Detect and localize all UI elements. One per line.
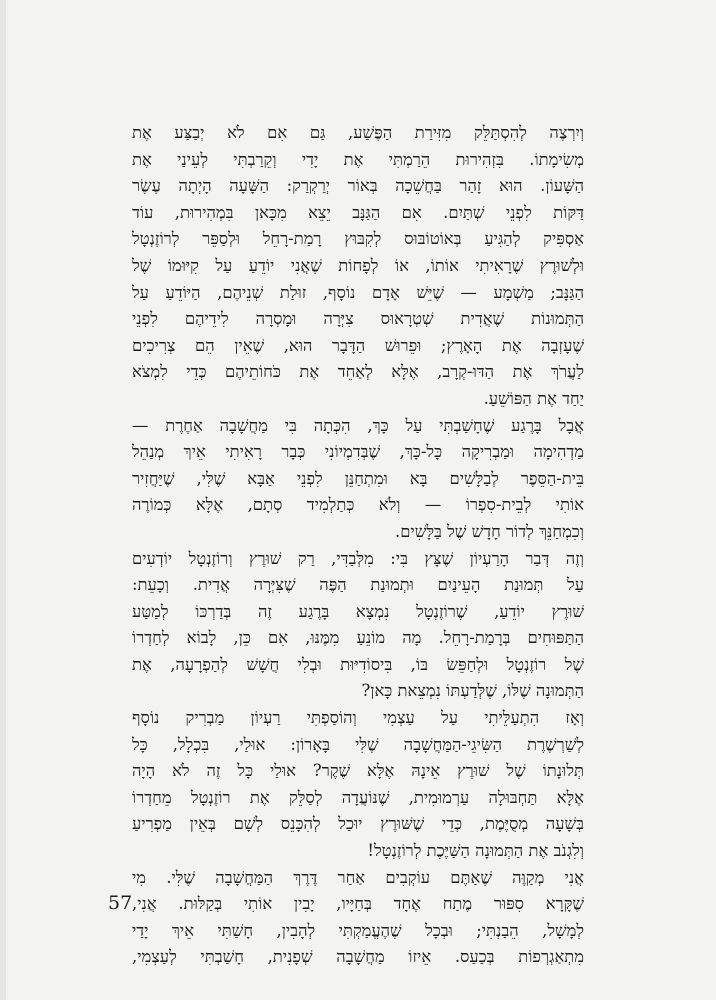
page-edge xyxy=(0,0,6,1000)
text-line: אֲבָל בָּרֶגַע שֶׁחָשַׁבְתִּי עַל כָּךְ, הִכְּתָה בִּי מַחֲשָׁבָה אַחֶרֶת — xyxy=(132,415,584,435)
text-line: שֶׁעָזְבָה אֶת הָאָרֶץ; וּפֵרוּשׁ הַדָּבָר הוּא, שֶׁאֵין הֵם צְרִיכִים xyxy=(132,335,584,355)
text-line: לַעֲרֹךְ אֶת הַדּוּ-קְרָב, אֶלָּא לְאַחֵד אֶת כֹּחוֹתֵיהֶם כְּדֵי לִמְצֹא xyxy=(132,362,584,382)
paragraph-2 xyxy=(132,413,584,546)
text-line: מִתְאַגְרְפוֹת בְּכַעַס. אֵיזוֹ מַחֲשָׁבָה שְׁפָנִית, חָשַׁבְתִּי לְעַצְמִי, xyxy=(132,947,584,967)
text-line: מַדְהִימָה וּמַבְרִיקָה כָּל-כָּךְ, שֶׁבְּדִמְיוֹנִי כְּבָר רָאִיתִי אֵיךְ מְנַהֵל xyxy=(132,442,584,462)
text-line: וְאָז הִתְעַלֵּיתִי עַל עַצְמִי וְהוֹסַפְתִּי רַעְיוֹן מַבְרִיק נוֹסָף xyxy=(132,708,584,728)
text-line: יַחַד אֶת הַפּוֹשֵׁעַ. xyxy=(483,388,584,408)
paragraph-5 xyxy=(132,865,584,971)
text-line: בֵּית-הַסֵּפֶר לְבַלָּשִׁים בָּא וּמִתְחַנֵּן לִפְנֵי אַבָּא שֶׁלִּי, שֶׁיַּחֲזִיר xyxy=(132,468,584,488)
text-line: מְשִׂימָתוֹ. בִּזְהִירוּת הֵרַמְתִּי אֶת יָדִי וְקֵרַבְתִּי לְעֵינַי אֶת xyxy=(132,149,584,169)
text-line: לְמָשָׁל, הֵבַנְתִּי; וּבְכָל שֶׁהֶעֱמַקְתִּי לְהָבִין, חָשַׁתִּי אֵיךְ יָדַי xyxy=(132,920,584,940)
paragraph-3 xyxy=(132,546,584,706)
text-line: הַשָּׁעוֹן. הוּא זָהַר בַּחֲשֵׁכָה בְּאוֹר יְרַקְרַק: הַשָּׁעָה הָיְתָה עֶשֶׂר xyxy=(132,176,584,196)
text-line: שֶׁקָּרָא סִפּוּר מֶתַח אֶחָד בְּחַיָּיו, יָבִין אוֹתִי בְּקַלּוּת. אֲנִי, xyxy=(132,894,584,914)
body-text xyxy=(132,120,584,971)
text-line: אוֹתִי לְבֵית-סִפְרוֹ — וְלֹא כְּתַלְמִיד סְתָם, אֶלָּא כְּמוֹרֶה xyxy=(132,495,584,515)
text-line: בְּשָׁעָה מְסֻיֶּמֶת, כְּדֵי שֶׁשּׁוּרֶץ יוּכַל לְהִכָּנֵס לְשָׁם בְּאֵין מַפְרִיעַ xyxy=(132,814,584,834)
text-line: אֶלָּא תַּחְבּוּלָה עַרְמוּמִית, שֶׁנּוֹעֲדָה לְסַלֵּק אֶת רוֹזֶנְטָל מֵחַדְרוֹ xyxy=(132,787,584,807)
text-line: הַתְּמוּנָה שֶׁלּוֹ, שֶׁלְּדַעְתּוֹ נִמְצֵאת כָּאן? xyxy=(361,681,584,701)
text-line: תְּלוּנָתוֹ שֶׁל שׁוּרֶץ אֵינָהּ אֶלָּא שֶׁקֶר? אוּלַי כָּל זֶה לֹא הָיָה xyxy=(132,761,584,781)
text-line: לְשַׁרְשֶׁרֶת הַשִּׂיגֵי-הַמַּחֲשָׁבָה שֶׁלִּי בָּאָרוֹן: אוּלַי, בִּכְלָל, כָּל xyxy=(132,734,584,754)
text-line: דַּקּוֹת לִפְנֵי שְׁתַּיִם. אִם הַגַּנָּב יֵצֵא מִכָּאן בִּמְהִירוּת, עוֹד xyxy=(132,202,584,222)
text-line: הַגַּנָּב; מַשְׁמָע — שֶׁיֵּשׁ אָדָם נוֹסָף, זוּלַת שְׁנֵיהֶם, הַיּוֹדֵעַ עַל xyxy=(132,282,584,302)
paragraph-1 xyxy=(132,120,584,413)
text-line: אַסְפִּיק לְהַגִּיעַ בְּאוֹטוֹבּוּס לְקִבּוּץ רָמַת-רָחֵל וּלְסַפֵּר לְרוֹזֶנְטָל xyxy=(132,229,584,249)
text-line: וְלִגְנֹב אֶת הַתְּמוּנָה הַשַּׁיֶּכֶת לְרוֹזֶנְטָל! xyxy=(367,841,584,861)
text-line: הַתְּמוּנוֹת שֶׁאֲדִית שְׁטְרָאוּס צִיְּרָה וּמָסְרָה לִידֵיהֶם לִפְנֵי xyxy=(132,309,584,329)
text-line: וּלְשׁוּרֶץ שֶׁרָאִיתִי אוֹתוֹ, אוֹ לְפָחוֹת שֶׁאֲנִי יוֹדֵעַ עַל קִיּוּמוֹ שֶׁל xyxy=(132,255,584,275)
paragraph-4 xyxy=(132,705,584,865)
text-line: עַל תְּמוּנַת הָעֵינַיִם וּתְמוּנַת הַפֶּה שֶׁצִּיְּרָה אֲדִית. וְכָעֵת: xyxy=(132,575,584,595)
page-number: 57 xyxy=(108,892,133,914)
text-line: הַתַּפּוּחִים בְּרָמַת-רָחֵל. מָה מוֹנֵעַ מִמֶּנּוּ, אִם כֵּן, לָבוֹא לְחַדְרוֹ xyxy=(132,628,584,648)
text-line: וְכִמְחַנֵּךְ לְדוֹר חָדָשׁ שֶׁל בַּלָּשִׁים. xyxy=(394,521,584,541)
text-line: שֶׁל רוֹזֶנְטָל וּלְחַפֵּשׂ בּוֹ, בִּיסוֹדִיּוּת וּבְלִי חֲשָׁשׁ לְהַפְרָעָה, אֶת xyxy=(132,654,584,674)
text-line: שׁוּרֶץ יוֹדֵעַ, שֶׁרוֹזֶנְטָל נִמְצָא בָּרֶגַע זֶה בְּדַרְכּוֹ לְמַטַּע xyxy=(132,601,584,621)
text-line: וְיִרְצֶה לְהִסְתַּלֵּק מִזִּירַת הַפֶּשַׁע, גַּם אִם לֹא יְבַצַּע אֶת xyxy=(132,123,584,142)
text-line: אֲנִי מְקַוֶּה שֶׁאַתֶּם עוֹקְבִים אַחַר דֶּרֶךְ הַמַּחֲשָׁבָה שֶׁלִּי. מִי xyxy=(132,867,584,887)
text-line: וְזֶה דְּבַר הָרַעְיוֹן שֶׁצָּץ בִּי: מִלְּבַדִּי, רַק שׁוּרֶץ וְרוֹזֶנְטָל יוֹדְעִים xyxy=(132,548,584,568)
